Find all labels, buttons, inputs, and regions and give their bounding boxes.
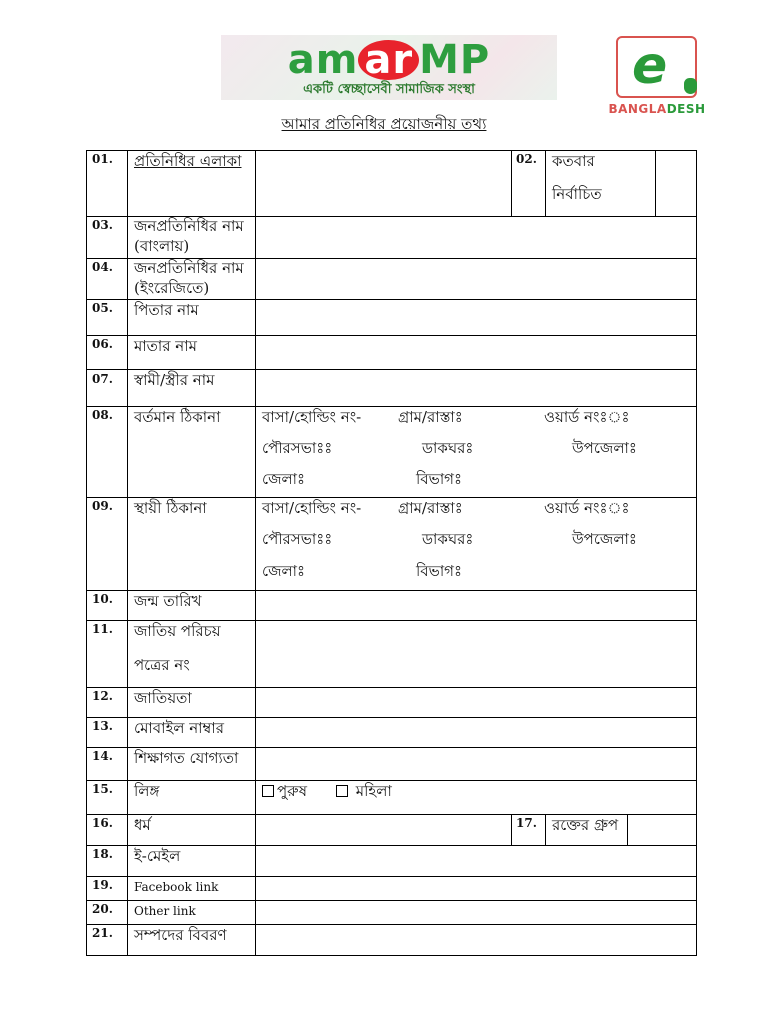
field-label-spouse: স্বামী/স্ত্রীর নাম	[134, 371, 215, 389]
field-label-father: পিতার নাম	[134, 301, 199, 319]
field-label-mobile: মোবাইল নাম্বার	[134, 719, 224, 737]
mouse-icon	[684, 78, 697, 94]
spouse-name-input[interactable]	[256, 370, 696, 406]
row-number: 08.	[92, 408, 113, 422]
father-name-input[interactable]	[256, 300, 696, 335]
permanent-ward-label: ওয়ার্ড নংঃঃ	[544, 499, 630, 517]
row-number: 13.	[92, 719, 113, 733]
row-number: 09.	[92, 499, 113, 513]
form-border-left	[86, 150, 87, 956]
present-village-label: গ্রাম/রাস্তাঃ	[398, 408, 463, 426]
present-house-label: বাসা/হোল্ডিং নং-	[262, 408, 362, 426]
birth-date-input[interactable]	[256, 591, 696, 620]
field-label-name-en-2: (ইংরেজিতে)	[134, 279, 210, 297]
row-number: 03.	[92, 218, 113, 232]
field-label-name-en: জনপ্রতিনিধির নাম	[134, 259, 244, 277]
female-checkbox[interactable]	[336, 785, 348, 797]
row-number: 20.	[92, 902, 113, 916]
present-upazila-label: উপজেলাঃ	[572, 439, 637, 457]
field-label-email: ই-মেইল	[134, 847, 181, 865]
row-number: 10.	[92, 592, 113, 606]
row-number: 14.	[92, 749, 113, 763]
row-number: 16.	[92, 816, 113, 830]
field-label-mother: মাতার নাম	[134, 337, 197, 355]
nid-input[interactable]	[256, 621, 696, 687]
name-english-input[interactable]	[256, 259, 696, 299]
document-title: আমার প্রতিনিধির প্রয়োজনীয় তথ্য	[281, 115, 487, 133]
email-input[interactable]	[256, 846, 696, 876]
row-number: 18.	[92, 847, 113, 861]
area-input[interactable]	[256, 151, 511, 216]
amarmp-logo	[221, 35, 557, 100]
row-number: 15.	[92, 782, 113, 796]
column-divider	[511, 150, 512, 216]
nationality-input[interactable]	[256, 688, 696, 717]
religion-input[interactable]	[256, 815, 511, 845]
field-label-nid: জাতিয় পরিচয়	[134, 622, 221, 640]
column-divider	[545, 814, 546, 845]
field-label-facebook: Facebook link	[134, 880, 219, 894]
assets-input[interactable]	[256, 925, 696, 955]
female-label: মহিলা	[355, 782, 392, 800]
field-label-assets: সম্পদের বিবরণ	[134, 926, 227, 944]
field-label-blood-group: রক্তের গ্রুপ	[552, 816, 619, 834]
row-number: 05.	[92, 301, 113, 315]
facebook-input[interactable]	[256, 877, 696, 900]
row-number: 06.	[92, 337, 113, 351]
field-label-permanent-address: স্থায়ী ঠিকানা	[134, 499, 207, 517]
amarmp-logo-tagline: একটি স্বেচ্ছাসেবী সামাজিক সংস্থা	[303, 82, 475, 97]
field-label-times-elected: কতবার	[552, 152, 595, 170]
male-checkbox[interactable]	[262, 785, 274, 797]
permanent-village-label: গ্রাম/রাস্তাঃ	[398, 499, 463, 517]
row-number: 11.	[92, 622, 113, 636]
form-border-bottom	[86, 955, 697, 956]
row-number: 07.	[92, 372, 113, 386]
permanent-municipality-label: পৌরসভাঃঃ	[262, 530, 333, 548]
present-ward-label: ওয়ার্ড নংঃঃ	[544, 408, 630, 426]
row-number: 02.	[516, 152, 537, 166]
male-label: পুরুষ	[277, 782, 307, 800]
present-division-label: বিভাগঃ	[416, 470, 462, 488]
permanent-upazila-label: উপজেলাঃ	[572, 530, 637, 548]
field-label-religion: ধর্ম	[134, 816, 151, 834]
field-label-area: প্রতিনিধির এলাকা	[134, 152, 242, 170]
row-number: 21.	[92, 926, 113, 940]
field-label-nationality: জাতিয়তা	[134, 689, 192, 707]
column-divider	[127, 150, 128, 956]
field-label-birth-date: জন্ম তারিখ	[134, 592, 202, 610]
name-bangla-input[interactable]	[256, 217, 696, 258]
field-label-name-bn-2: (বাংলায়)	[134, 237, 190, 255]
present-district-label: জেলাঃ	[262, 470, 306, 488]
row-number: 04.	[92, 260, 113, 274]
present-municipality-label: পৌরসভাঃঃ	[262, 439, 333, 457]
ebangladesh-logo	[616, 36, 697, 98]
e-logo-icon: e	[632, 36, 668, 96]
other-link-input[interactable]	[256, 901, 696, 924]
field-label-times-elected-2: নির্বাচিত	[552, 185, 602, 203]
mother-name-input[interactable]	[256, 336, 696, 369]
present-post-label: ডাকঘরঃ	[422, 439, 474, 457]
permanent-district-label: জেলাঃ	[262, 562, 306, 580]
amarmp-logo-wordmark: am ar MP	[287, 37, 491, 83]
mobile-input[interactable]	[256, 718, 696, 747]
column-divider	[545, 150, 546, 216]
row-number: 19.	[92, 878, 113, 892]
row-number: 12.	[92, 689, 113, 703]
field-label-gender: লিঙ্গ	[134, 782, 160, 800]
row-number: 01.	[92, 152, 113, 166]
times-elected-input[interactable]	[656, 151, 696, 216]
field-label-nid-2: পত্রের নং	[134, 656, 190, 674]
permanent-division-label: বিভাগঃ	[416, 562, 462, 580]
field-label-education: শিক্ষাগত যোগ্যতা	[134, 749, 239, 767]
gender-male-option[interactable]	[262, 781, 307, 801]
permanent-house-label: বাসা/হোল্ডিং নং-	[262, 499, 362, 517]
permanent-post-label: ডাকঘরঃ	[422, 530, 474, 548]
gender-female-option[interactable]	[336, 781, 392, 801]
blood-group-input[interactable]	[628, 815, 696, 845]
field-label-other-link: Other link	[134, 904, 196, 918]
field-label-name-bn: জনপ্রতিনিধির নাম	[134, 217, 244, 235]
field-label-present-address: বর্তমান ঠিকানা	[134, 408, 221, 426]
ebangladesh-logo-text: BANGLADESH	[608, 102, 706, 116]
row-number: 17.	[516, 816, 537, 830]
form-border-right	[696, 150, 697, 956]
column-divider	[511, 814, 512, 845]
education-input[interactable]	[256, 748, 696, 780]
